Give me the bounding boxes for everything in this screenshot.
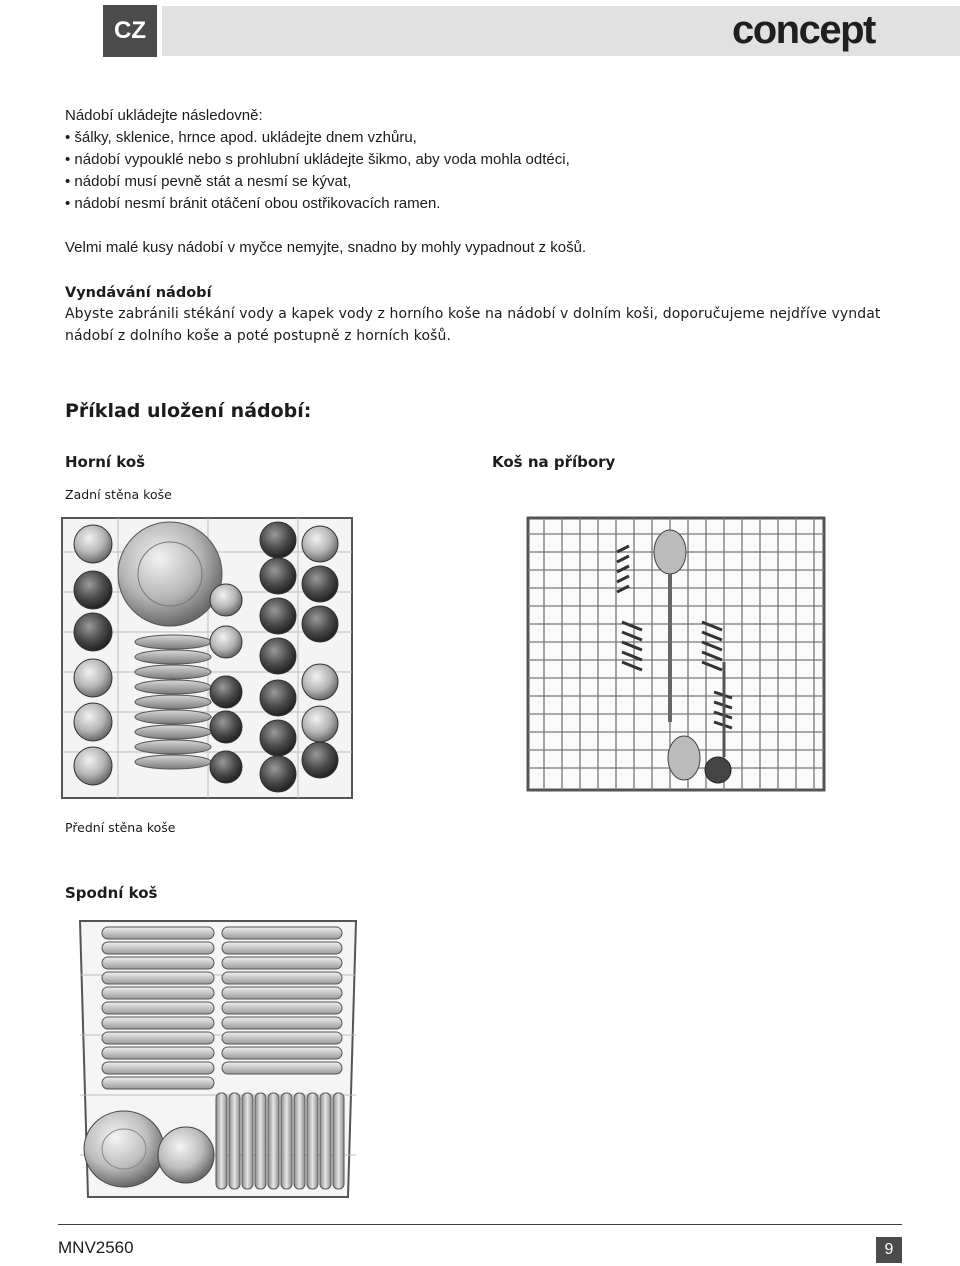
intro-bullet: • nádobí nesmí bránit otáčení obou ostřikovacích ramen. [65,193,570,215]
cutlery-basket-label: Koš na příbory [492,453,616,471]
front-wall-label: Přední stěna koše [65,820,176,835]
lower-basket-illustration [66,915,370,1205]
back-wall-label: Zadní stěna koše [65,487,172,502]
intro-block [65,105,570,215]
cutlery-basket-illustration [522,512,832,797]
page-number: 9 [876,1237,902,1263]
intro-bullet: • šálky, sklenice, hrnce apod. ukládejte dnem vzhůru, [65,127,570,149]
unloading-title: Vyndávání nádobí [65,285,212,301]
small-items-note: Velmi malé kusy nádobí v myčce nemyjte, snadno by mohly vypadnout z košů. [65,239,587,256]
upper-basket-illustration [58,512,358,807]
model-number: MNV2560 [58,1238,134,1257]
lower-basket-label: Spodní koš [65,884,158,902]
brand-logo: concept [732,8,875,52]
intro-lead: Nádobí ukládejte následovně: [65,107,263,124]
intro-bullet-list [65,127,570,215]
footer-divider [58,1224,902,1225]
intro-bullet: • nádobí musí pevně stát a nesmí se kývat, [65,171,570,193]
language-badge: CZ [103,5,157,57]
upper-basket-label: Horní koš [65,453,146,471]
example-title: Příklad uložení nádobí: [65,400,312,422]
intro-bullet: • nádobí vypouklé nebo s prohlubní ukládejte šikmo, aby voda mohla odtéci, [65,149,570,171]
unloading-body: Abyste zabránili stékání vody a kapek vody z horního koše na nádobí v dolním koši, doporučujeme nejdříve vyndat nádobí z dolního koše a poté postupně z horních košů. [65,306,881,344]
